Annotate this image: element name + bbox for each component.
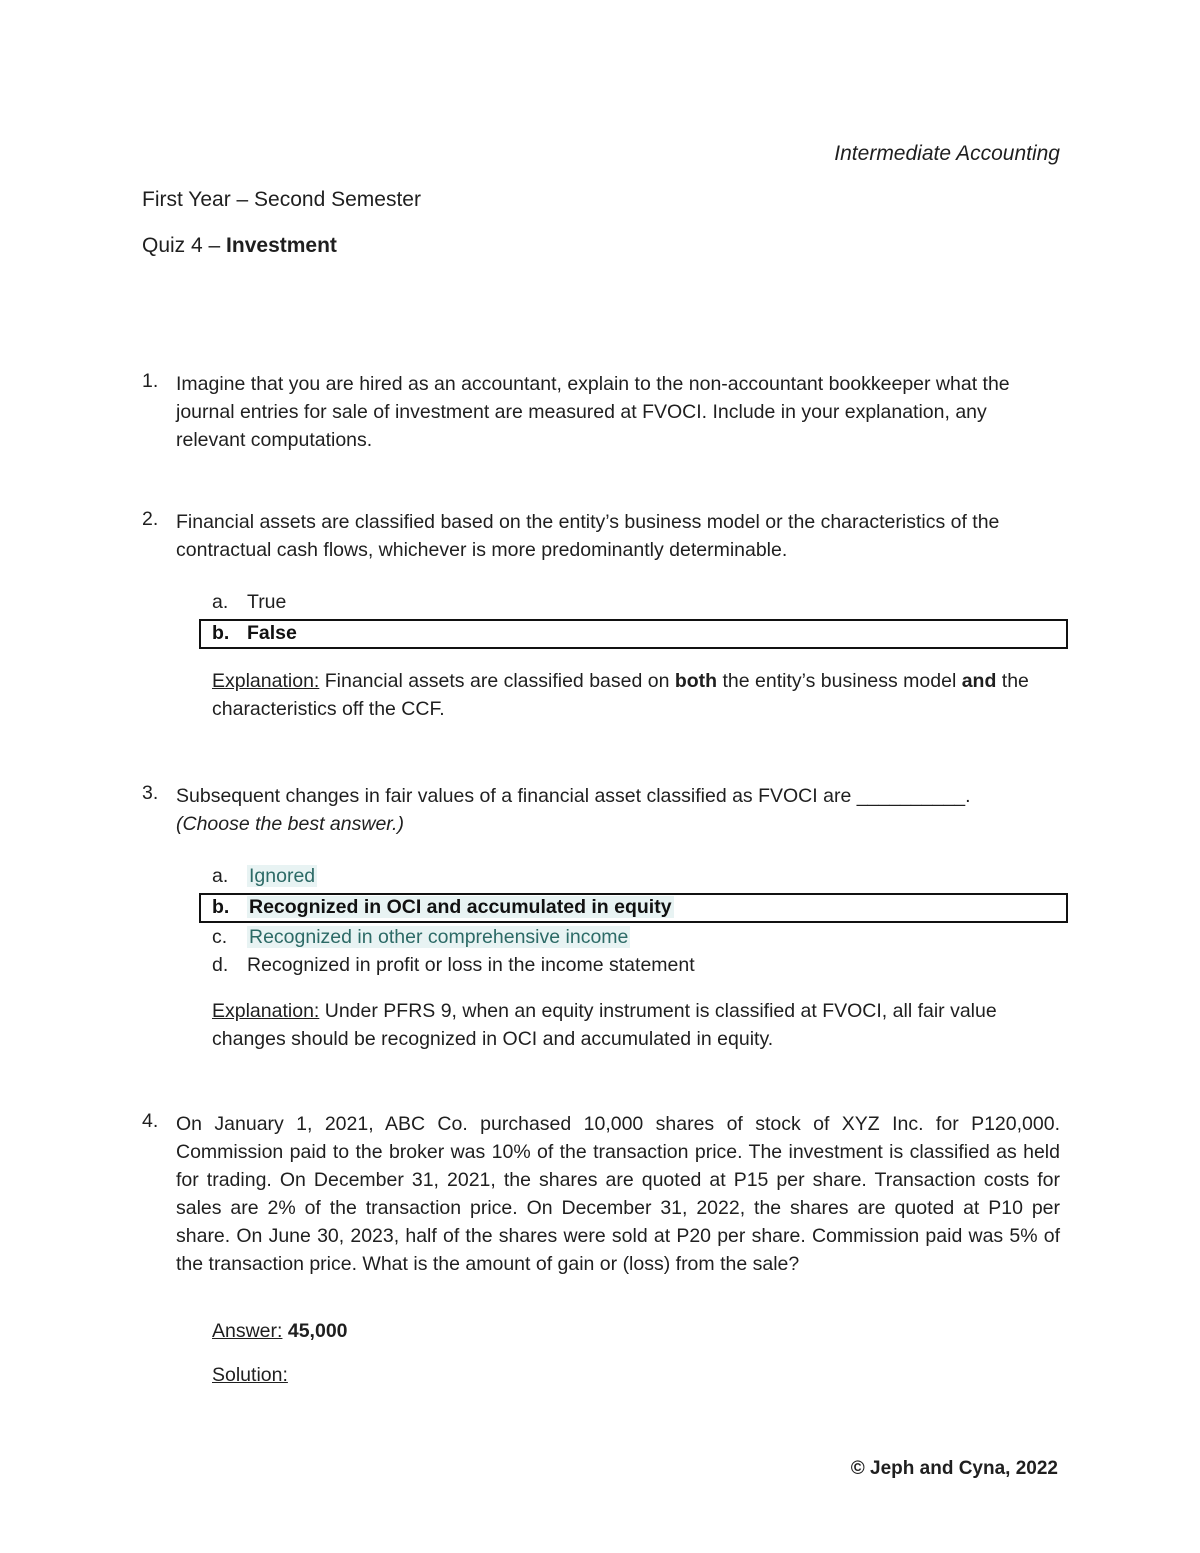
q2-explanation-text-1: Financial assets are classified based on	[319, 670, 675, 692]
q2-option-b-letter: b.	[212, 622, 230, 644]
q3-option-b-text: Recognized in OCI and accumulated in equity	[249, 896, 672, 918]
q4-answer	[212, 1320, 348, 1343]
quiz-prefix: Quiz 4 –	[142, 234, 227, 257]
copyright-footer: © Jeph and Cyna, 2022	[850, 1458, 1058, 1479]
q2-explanation	[212, 667, 1062, 723]
q3-option-c-text: Recognized in other comprehensive income	[249, 926, 629, 948]
question-3-hint: (Choose the best answer.)	[176, 813, 404, 835]
q2-explanation-bold-both: both	[674, 670, 718, 692]
question-4-number: 4.	[142, 1110, 159, 1132]
q2-correct-answer-box	[199, 619, 1068, 649]
term-label: First Year – Second Semester	[142, 188, 421, 211]
q4-solution-label: Solution:	[212, 1364, 288, 1386]
q2-explanation-bold-and: and	[961, 670, 997, 692]
q2-explanation-text-3: the characteristics off the CCF.	[212, 670, 1029, 720]
q3-option-a-label	[247, 865, 317, 888]
q2-option-a-letter: a.	[212, 591, 229, 613]
question-2-text: Financial assets are classified based on the entity’s business model or the characteristics of the contractual cash flows, whichever is more predominantly determinable.	[176, 511, 1000, 561]
q3-option-d-letter: d.	[212, 954, 229, 976]
q2-option-a-label: True	[247, 591, 287, 613]
q3-option-d-label: Recognized in profit or loss in the income statement	[247, 954, 695, 976]
quiz-title	[142, 234, 337, 258]
question-3-number: 3.	[142, 782, 159, 804]
question-3-text: Subsequent changes in fair values of a financial asset classified as FVOCI are __________.	[176, 785, 971, 807]
question-2-number: 2.	[142, 508, 159, 530]
question-1-text: Imagine that you are hired as an accountant, explain to the non-accountant bookkeeper what the journal entries for sale of investment are measured at FVOCI. Include in your explanation, any relevant computations.	[176, 373, 1010, 451]
q3-explanation-text: Under PFRS 9, when an equity instrument is classified at FVOCI, all fair value changes should be recognized in OCI and accumulated in equity.	[212, 1000, 997, 1050]
course-title: Intermediate Accounting	[834, 142, 1060, 165]
q2-explanation-label: Explanation:	[212, 670, 320, 692]
q3-option-c-letter: c.	[212, 926, 228, 948]
q3-option-b-label	[247, 896, 674, 919]
q3-option-c-label	[247, 926, 630, 949]
q3-explanation	[212, 997, 1062, 1053]
q3-explanation-label: Explanation:	[212, 1000, 320, 1022]
question-4-text: On January 1, 2021, ABC Co. purchased 10,000 shares of stock of XYZ Inc. for P120,000. Commission paid to the broker was 10% of the transaction price. The investment is classified as held for trading. On December 31, 2021, the shares are quoted at P15 per share. Transaction costs for sales are 2% of the transaction price. On December 31, 2022, the shares are quoted at P10 per share. On June 30, 2023, half of the shares were sold at P20 per share. Commission paid was 5% of the transaction price. What is the amount of gain or (loss) from the sale?	[176, 1113, 1060, 1275]
quiz-topic: Investment	[226, 234, 337, 257]
q2-option-b-label: False	[247, 622, 297, 644]
q4-answer-label: Answer:	[212, 1320, 283, 1342]
q3-option-b-letter: b.	[212, 896, 230, 918]
question-1-number: 1.	[142, 370, 159, 392]
q4-answer-value: 45,000	[282, 1320, 348, 1342]
q3-option-a-letter: a.	[212, 865, 229, 887]
q2-explanation-text-2: the entity’s business model	[717, 670, 962, 692]
q3-option-a-text: Ignored	[249, 865, 316, 887]
